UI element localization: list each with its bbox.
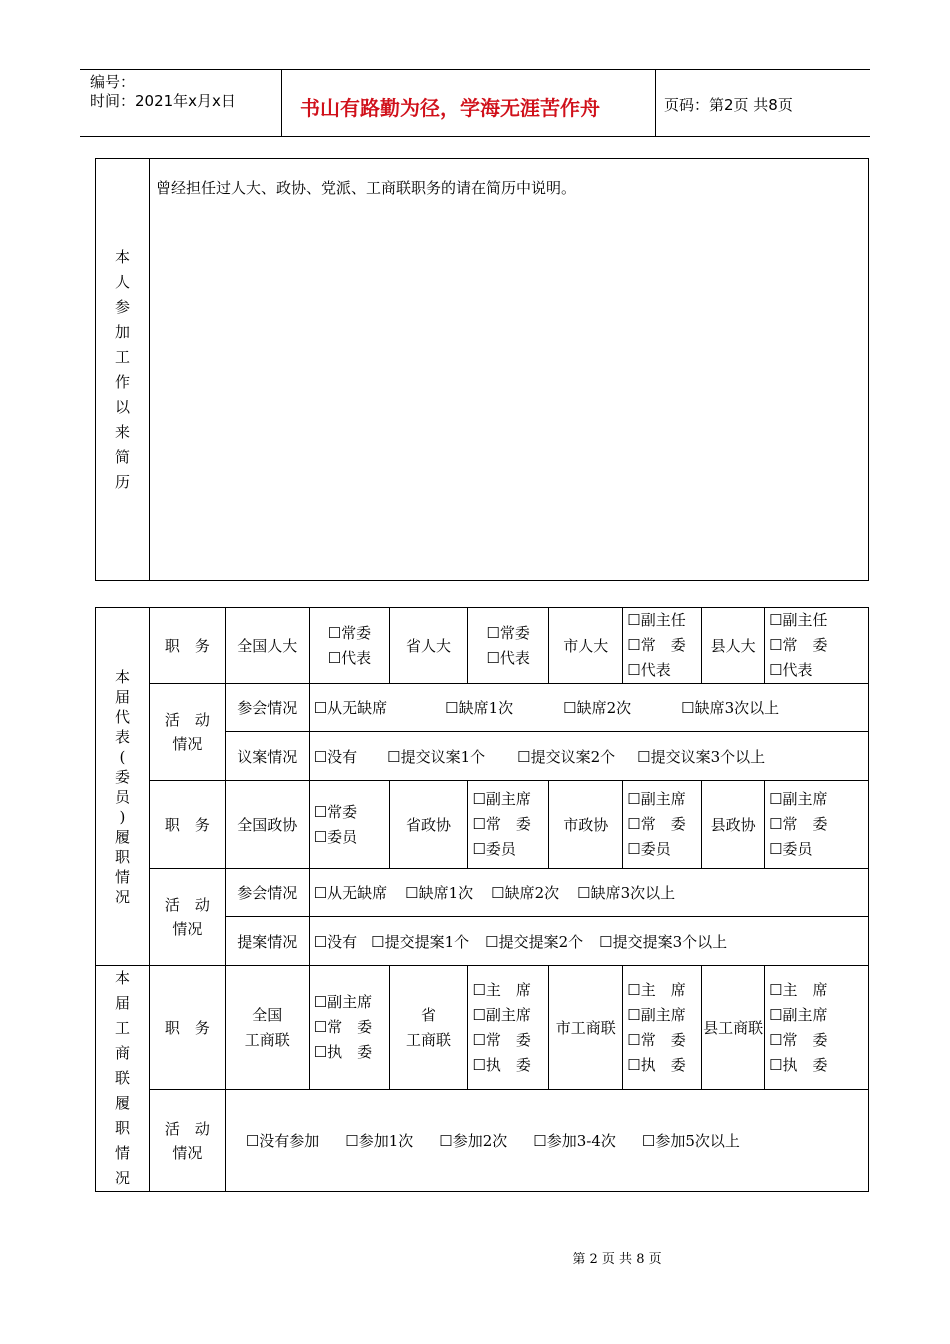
cppcc-city-opts[interactable]: ☐副主席 ☐常 委 ☐委员 (623, 781, 702, 869)
federation-label-char: 本 (114, 969, 130, 987)
performance-label-char: 况 (114, 887, 130, 906)
federation-label-char: 职 (114, 1119, 130, 1137)
cppcc-province: 省政协 (389, 781, 468, 869)
npc-activity-label (149, 684, 225, 781)
npc-city: 市人大 (549, 608, 623, 684)
fed-national: 全国 工商联 (225, 966, 309, 1090)
cppcc-activity-label (149, 869, 225, 966)
fed-activity-opts[interactable]: ☐没有参加 ☐参加1次 ☐参加2次 ☐参加3-4次 ☐参加5次以上 (225, 1090, 868, 1192)
fed-national-opts[interactable]: ☐副主席 ☐常 委 ☐执 委 (309, 966, 389, 1090)
page-footer: 第 2 页 共 8 页 (572, 1252, 662, 1267)
fed-activity-label (149, 1090, 225, 1192)
resume-label-char: 工 (114, 347, 130, 366)
fed-province: 省 工商联 (389, 966, 468, 1090)
performance-label-char: 届 (114, 687, 130, 706)
npc-proposal-label: 议案情况 (225, 732, 309, 781)
federation-label-char: 情 (114, 1144, 130, 1162)
fed-province-opts[interactable]: ☐主 席 ☐副主席 ☐常 委 ☐执 委 (468, 966, 549, 1090)
cppcc-attendance-opts[interactable]: ☐从无缺席 ☐缺席1次 ☐缺席2次 ☐缺席3次以上 (309, 869, 868, 917)
npc-province-opts[interactable]: ☐常委 ☐代表 (468, 608, 549, 684)
npc-duty-label: 职 务 (149, 608, 225, 684)
fed-county-opts[interactable]: ☐主 席 ☐副主席 ☐常 委 ☐执 委 (765, 966, 869, 1090)
npc-proposal-opts[interactable]: ☐没有 ☐提交议案1个 ☐提交议案2个 ☐提交议案3个以上 (309, 732, 868, 781)
npc-county-opts[interactable]: ☐副主任 ☐常 委 ☐代表 (765, 608, 869, 684)
npc-county: 县人大 (702, 608, 765, 684)
cppcc-county-opts[interactable]: ☐副主席 ☐常 委 ☐委员 (765, 781, 869, 869)
header-divider-2 (655, 69, 656, 136)
npc-activity-line: 活 动 (164, 711, 210, 729)
performance-label-char: ) (119, 807, 126, 826)
federation-label-char: 联 (114, 1069, 130, 1087)
resume-note: 曾经担任过人大、政协、党派、工商联职务的请在简历中说明。 (156, 179, 577, 197)
performance-label-char: ( (119, 747, 126, 766)
cppcc-proposal-label: 提案情况 (225, 917, 309, 966)
header-bottom-rule (80, 136, 870, 137)
performance-label-char: 委 (114, 767, 130, 786)
cppcc-national: 全国政协 (225, 781, 309, 869)
resume-label-char: 加 (114, 322, 130, 341)
resume-label-char: 来 (114, 422, 130, 441)
header-time: 时间：2021年x月x日 (90, 92, 236, 110)
resume-label-char: 简 (114, 447, 130, 466)
cppcc-activity-line: 情况 (172, 920, 203, 938)
fed-county: 县工商联 (702, 966, 765, 1090)
npc-attendance-opts[interactable]: ☐从无缺席 ☐缺席1次 ☐缺席2次 ☐缺席3次以上 (309, 684, 868, 732)
header-page: 页码：第2页 共8页 (664, 96, 793, 114)
header-code: 编号： (90, 73, 136, 91)
cppcc-province-opts[interactable]: ☐副主席 ☐常 委 ☐委员 (468, 781, 549, 869)
npc-city-opts[interactable]: ☐副主任 ☐常 委 ☐代表 (623, 608, 702, 684)
resume-label-char: 本 (114, 247, 130, 266)
cppcc-attendance-label: 参会情况 (225, 869, 309, 917)
cppcc-county: 县政协 (702, 781, 765, 869)
npc-national: 全国人大 (225, 608, 309, 684)
header-motto: 书山有路勤为径，学海无涯苦作舟 (300, 96, 600, 120)
resume-label-char: 人 (114, 272, 130, 291)
performance-label-char: 履 (114, 827, 130, 846)
resume-label-char: 以 (114, 397, 130, 416)
fed-activity-line: 活 动 (164, 1119, 210, 1138)
cppcc-duty-label: 职 务 (149, 781, 225, 869)
federation-label-char: 工 (114, 1019, 130, 1037)
resume-label (96, 159, 150, 581)
resume-body[interactable] (150, 159, 869, 581)
federation-label-char: 商 (114, 1044, 130, 1062)
npc-activity-line: 情况 (172, 735, 203, 753)
npc-province: 省人大 (389, 608, 468, 684)
federation-label-char: 届 (114, 994, 130, 1012)
header-top-rule (80, 69, 870, 70)
cppcc-national-opts[interactable]: ☐常委 ☐委员 (309, 781, 389, 869)
cppcc-city: 市政协 (549, 781, 623, 869)
performance-table (95, 607, 869, 1192)
performance-label-char: 职 (114, 847, 130, 866)
fed-duty-label: 职 务 (149, 966, 225, 1090)
header-divider-1 (281, 69, 282, 136)
npc-attendance-label: 参会情况 (225, 684, 309, 732)
performance-label-char: 本 (114, 667, 130, 686)
fed-city-opts[interactable]: ☐主 席 ☐副主席 ☐常 委 ☐执 委 (623, 966, 702, 1090)
resume-table (95, 158, 869, 581)
performance-label-char: 情 (114, 867, 130, 886)
resume-label-char: 作 (114, 372, 130, 391)
performance-label-char: 表 (114, 727, 130, 746)
federation-label-char: 况 (114, 1169, 130, 1187)
npc-national-opts[interactable]: ☐常委 ☐代表 (309, 608, 389, 684)
performance-label-char: 代 (114, 707, 130, 726)
performance-label (96, 608, 150, 966)
federation-label (96, 966, 150, 1192)
fed-city: 市工商联 (549, 966, 623, 1090)
cppcc-activity-line: 活 动 (164, 896, 210, 914)
resume-label-char: 参 (114, 297, 130, 316)
fed-activity-line: 情况 (172, 1143, 203, 1162)
resume-label-char: 历 (114, 472, 130, 491)
cppcc-proposal-opts[interactable]: ☐没有 ☐提交提案1个 ☐提交提案2个 ☐提交提案3个以上 (309, 917, 868, 966)
performance-label-char: 员 (114, 787, 130, 806)
federation-label-char: 履 (114, 1094, 130, 1112)
